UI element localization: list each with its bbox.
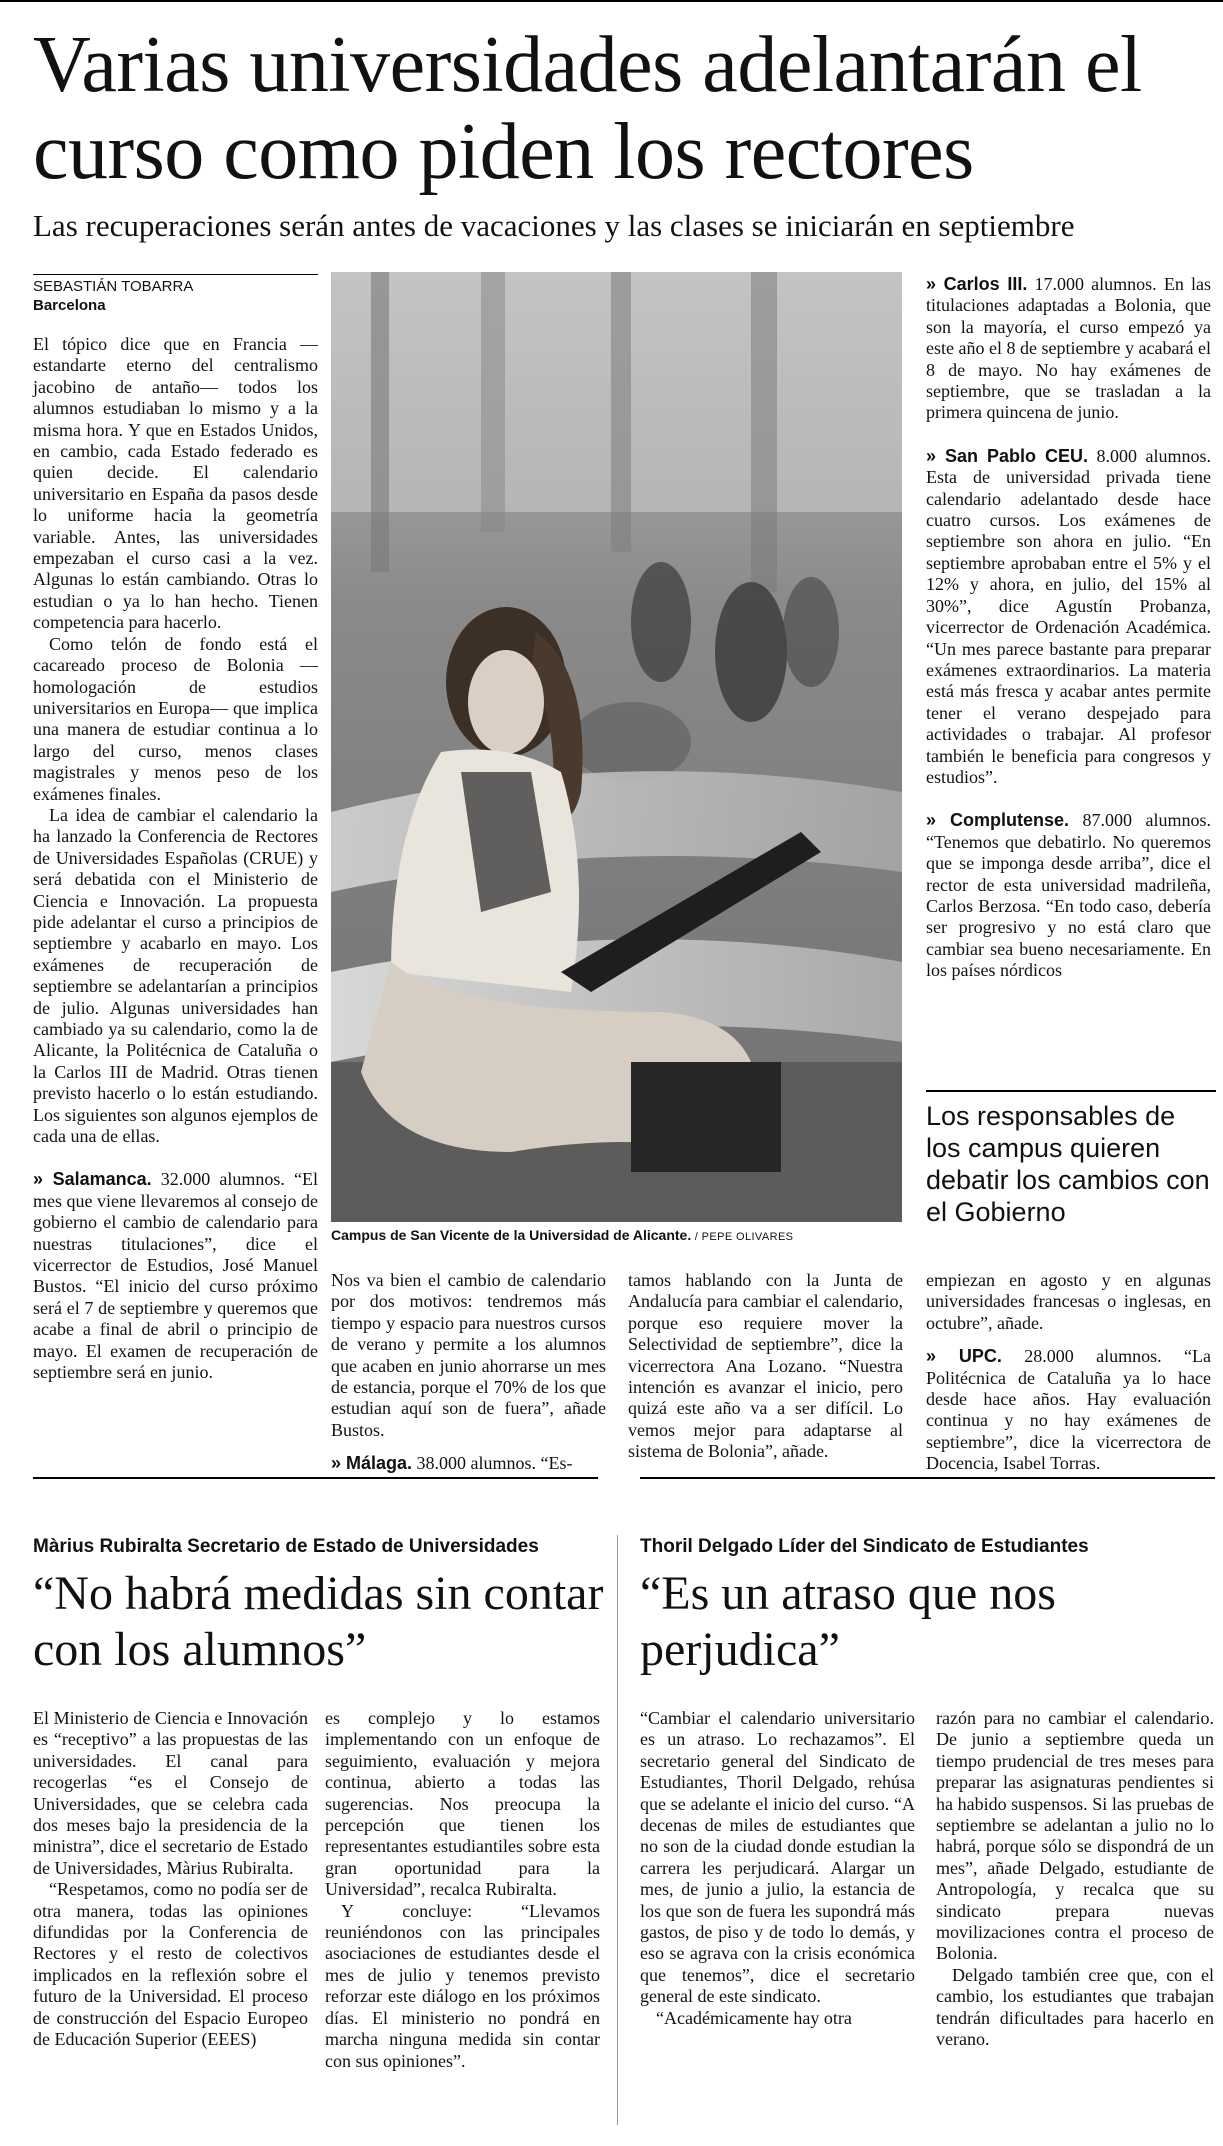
author-name: SEBASTIÁN TOBARRA [33,278,194,295]
paragraph: Delgado también cree que, con el cambio, los estudiantes que trabajan tendrán dificultades para hacerlo en verano. [936,1964,1214,2050]
section-san-pablo-ceu [926,446,1211,789]
photo-caption [331,1226,902,1246]
interviewee-name: Thoril Delgado [640,1536,773,1557]
interview-kicker [33,1535,613,1559]
section-text: 87.000 alumnos. “Tenemos que debatirlo. No queremos que se imponga desde arriba”, dice el rector de esta universidad madrileña, Carlos Berzosa. “En todo caso, debería ser progresivo y no está claro que cambiar sea bueno necesariamente. En los países nórdicos [926,810,1211,981]
section-divider [33,1477,598,1479]
section-lead: » Salamanca. [33,1169,152,1190]
paragraph: El Ministerio de Ciencia e Innovación es “receptivo” a las propuestas de las universidades. El canal para recogerlas “es el Consejo de Universidades, que se celebra cada dos meses bajo la presidencia de la ministra”, dice el secretario de Estado de Universidades, Màrius Rubiralta. [33,1708,308,1878]
article-column-right [926,274,1211,982]
subheadline: Las recuperaciones serán antes de vacaciones y las clases se iniciarán en septiembre [33,208,1075,243]
section-text: 28.000 alumnos. “La Politécnica de Cataluña ya lo hace desde hace años. Hay evaluación continua y no hay exámenes de septiembre”, dice la vicerrectora de Docencia, Isabel Torras. [926,1346,1211,1474]
interview-right-column-2 [936,1708,1214,2051]
section-complutense [926,810,1211,981]
interview-left-column-2 [325,1708,600,2072]
article-column-2 [331,1270,606,1475]
section-lead: » San Pablo CEU. [926,445,1089,466]
caption-text: Campus de San Vicente de la Universidad de Alicante. [331,1227,692,1243]
interview-quote: “No habrá medidas sin contar con los alumnos” [33,1567,604,1676]
photo-credit: / PEPE OLIVARES [691,1231,794,1243]
byline [33,274,318,315]
section-carlos-iii [926,274,1211,424]
section-lead: » Complutense. [926,810,1070,831]
section-divider [640,1477,1215,1479]
article-photo [331,272,902,1222]
interviewee-role: Secretario de Estado de Universidades [181,1536,539,1557]
paragraph: Nos va bien el cambio de calendario por dos motivos: tendremos más tiempo y espacio para nuestros cursos de verano y permite a los alumnos que acaben en junio ahorrarse un mes de estancia, porque el 70% de los que estudian aquí son de fuera”, añade Bustos. [331,1270,606,1440]
paragraph: “Respetamos, como no podía ser de otra manera, todas las opiniones difundidas por la Conferencia de Rectores y el resto de colectivos implicados en la reflexión sobre el futuro de la Universidad. El proceso de construcción del Espacio Europeo de Educación Superior (EEES) [33,1879,308,2050]
paragraph: La idea de cambiar el calendario la ha lanzado la Conferencia de Rectores de Universidades Españolas (CRUE) y será debatida con el Ministerio de Ciencia e Innovación. La propuesta pide adelantar el curso a principios de septiembre y acabarlo en mayo. Los exámenes de recuperación de septiembre se adelantarían a principios de julio. Algunas universidades han cambiado ya su calendario, como la de Alicante, la Politécnica de Cataluña o la Carlos III de Madrid. Otras tienen previsto hacerlo o lo están estudiando. Los siguientes son algunos ejemplos de cada una de ellas. [33,804,318,1147]
headline: Varias universidades adelantarán el curso como piden los rectores [33,21,1142,196]
paragraph: “Cambiar el calendario universitario es un atraso. Lo rechazamos”. El secretario general del Sindicato de Estudiantes, Thoril Delgado, rehúsa que se adelante el inicio del curso. “A decenas de miles de estudiantes que no son de la ciudad donde estudian la carrera les perjudicará. Alargar un mes, de junio a julio, la estancia de los que son de fuera les supondrá más gastos, de piso y de todo lo demás, y eso se agrava con la crisis económica que tenemos”, dice el secretario general de este sindicato. [640,1708,915,2007]
interviewee-role: Líder del Sindicato de Estudiantes [773,1536,1089,1557]
section-lead: » Carlos III. [926,274,1028,294]
section-malaga [331,1453,606,1474]
article-column-3 [628,1270,903,1463]
interview-left-column-1 [33,1708,308,2051]
paragraph: razón para no cambiar el calendario. De junio a septiembre queda un tiempo prudencial de tres meses para preparar las asignaturas pendientes si ha habido suspensos. Si las pruebas de septiembre se adelantan a julio no lo habrá, porque sólo se dispondrá de un mes”, añade Delgado, estudiante de Antropología, y recalca que su sindicato prepara nuevas movilizaciones contra el proceso de Bolonia. [936,1708,1214,1964]
section-text: 32.000 alumnos. “El mes que viene llevaremos al consejo de gobierno el cambio de calendario para nuestras titulaciones”, dice el vicerrector de Estudios, José Manuel Bustos. “El inicio del curso próximo será el 7 de septiembre y queremos que acabe a final de abril o principio de mayo. El examen de recuperación de septiembre será en junio. [33,1169,318,1383]
interview-kicker [640,1535,1220,1559]
photo-illustration [331,272,902,1222]
section-text: 8.000 alumnos. Esta de universidad privada tiene calendario adelantado desde hace cuatro cursos. Los exámenes de septiembre son ahora en julio. “En septiembre aprobaban entre el 5% y el 12% y ahora, en julio, del 15% al 30%”, dice Agustín Probanza, vicerrector de Ordenación Académica. “Un mes parece bastante para preparar exámenes extraordinarios. La materia está más fresca y acabar antes permite tener el verano despejado para actividades o trabajar. Al profesor también le beneficia para congresos y estudios”. [926,445,1211,787]
top-rule [0,0,1223,2]
paragraph: empiezan en agosto y en algunas universidades francesas o inglesas, en octubre”, añade. [926,1270,1211,1333]
interview-quote: “Es un atraso que nos perjudica” [640,1567,1056,1676]
section-upc [926,1346,1211,1474]
paragraph: Como telón de fondo está el cacareado proceso de Bolonia —homologación de estudios universitarios en Europa— que implica una manera de estudiar continua a lo largo del curso, menos clases magistrales y menos peso de los exámenes finales. [33,633,318,804]
section-text: 17.000 alumnos. En las titulaciones adaptadas a Bolonia, que son la mayoría, el curso empezó ya este año el 8 de septiembre y acabará el 8 de mayo. No hay exámenes de septiembre, que se trasladan a la primera quincena de junio. [926,274,1211,423]
paragraph: tamos hablando con la Junta de Andalucía para cambiar el calendario, porque eso requiere mover la Selectividad de septiembre”, dice la vicerrectora Ana Lozano. “Nuestra intención es avanzar el inicio, pero quizá este año va a ser difícil. Lo vemos mejor para adaptarse al sistema de Bolonia”, añade. [628,1270,903,1462]
interview-right-column-1 [640,1708,915,2029]
column-divider [617,1535,618,2125]
paragraph: Y concluye: “Llevamos reuniéndonos con las principales asociaciones de estudiantes desde el mes de julio y tenemos previsto reforzar este diálogo en los próximos días. El ministerio no pondrá en marcha ninguna medida sin contar con sus opiniones”. [325,1900,600,2071]
paragraph: El tópico dice que en Francia —estandarte eterno del centralismo jacobino de antaño— todos los alumnos estudiaban lo mismo y a la misma hora. Y que en Estados Unidos, en cambio, cada Estado federado es quien decide. El calendario universitario en España da pasos desde lo uniforme hacia la geometría variable. Antes, las universidades empezaban el curso casi a la vez. Algunas lo están cambiando. Otras lo estudian o ya lo han hecho. Tienen competencia para hacerlo. [33,334,318,633]
section-text: 38.000 alumnos. “Es- [412,1453,573,1474]
paragraph: “Académicamente hay otra [656,2007,852,2028]
article-column-1 [33,334,318,1384]
section-lead: » Málaga. [331,1453,413,1474]
pull-quote: Los responsables de los campus quieren debatir los cambios con el Gobierno [926,1090,1216,1228]
interviewee-name: Màrius Rubiralta [33,1536,182,1557]
paragraph: es complejo y lo estamos implementando con un enfoque de seguimiento, evaluación y mejora continua, abierto a todas las sugerencias. Nos preocupa la percepción que tienen los representantes estudiantiles sobre esta gran oportunidad para la Universidad”, recalca Rubiralta. [325,1708,600,1900]
dateline-city: Barcelona [33,297,106,314]
section-salamanca [33,1169,318,1383]
section-lead: » UPC. [926,1346,1002,1367]
article-column-right-continued [926,1270,1211,1475]
